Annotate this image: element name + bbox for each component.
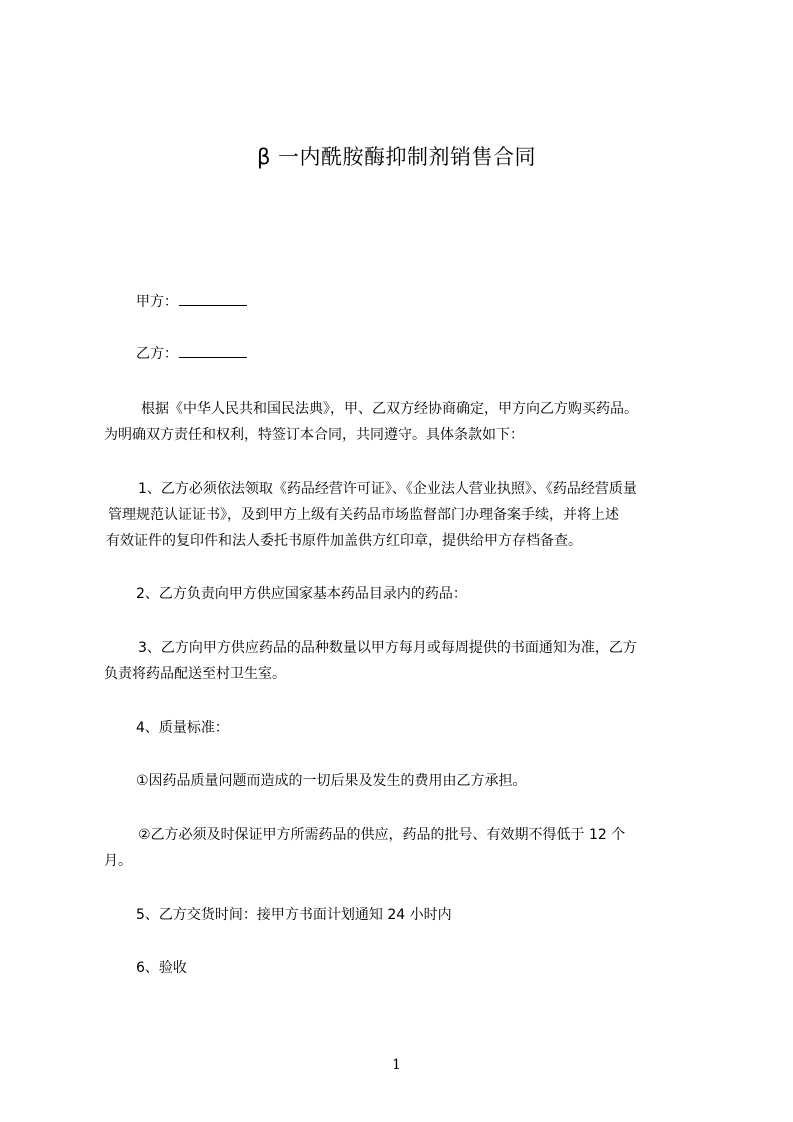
clause-4-item-2-line-1: ②乙方必须及时保证甲方所需药品的供应，药品的批号、有效期不得低于 12 个 (138, 827, 626, 843)
clause-4-item-1: ①因药品质量问题而造成的一切后果及发生的费用由乙方承担。 (136, 773, 527, 789)
party-a-line (136, 291, 247, 312)
clause-6: 6、验收 (136, 960, 187, 976)
intro-line-1: 根据《中华人民共和国民法典》，甲、乙双方经协商确定，甲方向乙方购买药品。 (141, 401, 638, 417)
clause-3-line-1: 3、乙方向甲方供应药品的品种数量以甲方每月或每周提供的书面通知为准，乙方 (138, 640, 637, 656)
party-a-blank (179, 291, 247, 306)
clause-5: 5、乙方交货时间：接甲方书面计划通知 24 小时内 (136, 907, 452, 923)
document-title: β 一内酰胺酶抑制剂销售合同 (256, 145, 537, 169)
party-b-line (136, 343, 247, 364)
clause-3-line-2: 负责将药品配送至村卫生室。 (104, 666, 286, 682)
intro-line-2: 为明确双方责任和权利，特签订本合同，共同遵守。具体条款如下： (104, 427, 524, 443)
clause-4: 4、质量标准： (136, 720, 229, 736)
clause-4-item-2-line-2: 月。 (104, 853, 132, 869)
party-b-blank (179, 343, 247, 358)
page-number: 1 (392, 1057, 401, 1073)
party-a-label: 甲方： (136, 294, 178, 310)
clause-1-line-2: 管理规范认证证书》，及到甲方上级有关药品市场监督部门办理备案手续，并将上述 (108, 507, 619, 523)
clause-2: 2、乙方负责向甲方供应国家基本药品目录内的药品： (136, 586, 467, 602)
party-b-label: 乙方： (136, 346, 178, 362)
clause-1-line-1: 1、乙方必须依法领取《药品经营许可证》、《企业法人营业执照》、《药品经营质量 (138, 481, 637, 497)
clause-1-line-3: 有效证件的复印件和法人委托书原件加盖供方红印章，提供给甲方存档备查。 (106, 533, 582, 549)
